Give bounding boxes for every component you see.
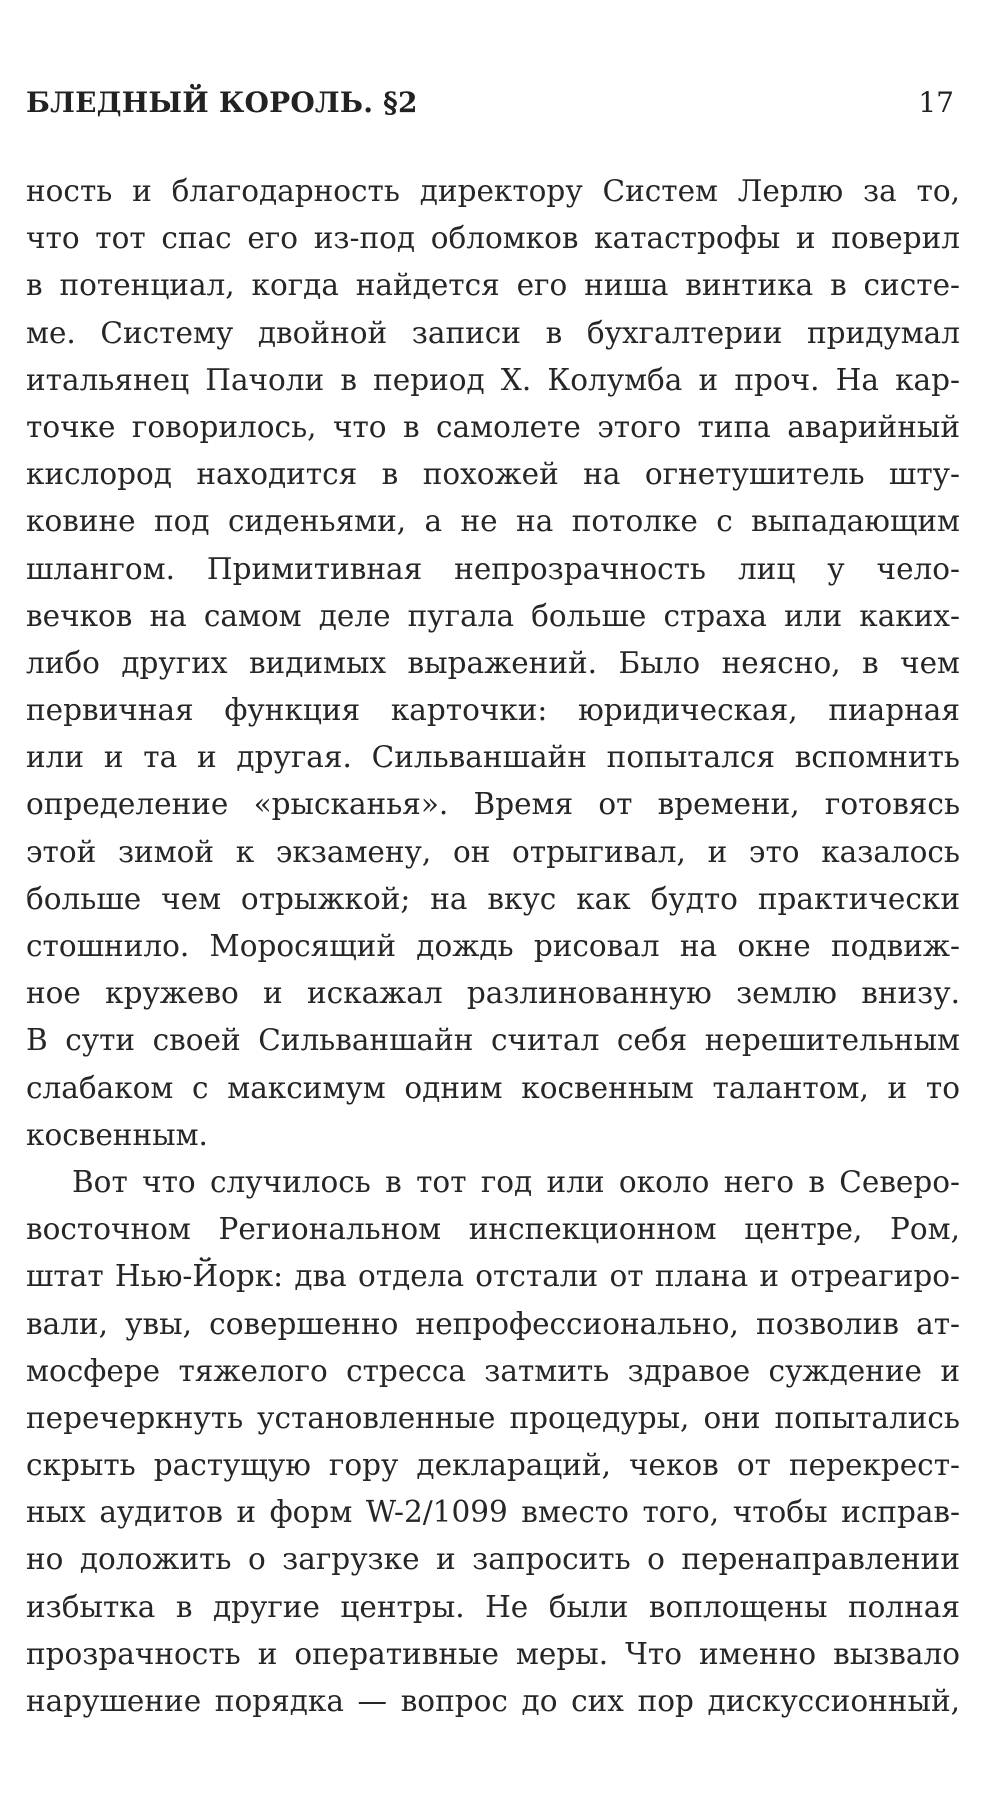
- text-line: перечеркнуть установленные процедуры, они попытались: [26, 1400, 960, 1435]
- text-line: избытка в другие центры. Не были воплощены полная: [26, 1589, 960, 1624]
- page-number: 17: [918, 86, 954, 119]
- text-line: штат Нью-Йорк: два отдела отстали от плана и отреагиро-: [26, 1259, 960, 1294]
- text-line: вечков на самом деле пугала больше страха или каких-: [26, 598, 960, 633]
- text-line: вали, увы, совершенно непрофессионально, позволив ат-: [26, 1306, 960, 1341]
- text-line: в потенциал, когда найдется его ниша винтика в систе-: [26, 268, 960, 303]
- text-line: нарушение порядка — вопрос до сих пор дискуссионный,: [26, 1684, 960, 1718]
- text-line: больше чем отрыжкой; на вкус как будто практически: [26, 881, 960, 916]
- text-line: Вот что случилось в тот год или около него в Северо-: [72, 1164, 960, 1199]
- body-text: [26, 168, 960, 1725]
- text-line: кислород находится в похожей на огнетушитель шту-: [26, 457, 960, 492]
- text-line: слабаком с максимум одним косвенным талантом, и то: [26, 1070, 960, 1105]
- text-line: итальянец Пачоли в период Х. Колумба и проч. На кар-: [26, 362, 960, 397]
- text-line: восточном Региональном инспекционном центре, Ром,: [26, 1212, 960, 1247]
- text-line: стошнило. Моросящий дождь рисовал на окне подвиж-: [26, 929, 960, 963]
- text-line: точке говорилось, что в самолете этого типа аварийный: [26, 409, 960, 444]
- text-line: этой зимой к экзамену, он отрыгивал, и это казалось: [26, 834, 960, 869]
- text-line: прозрачность и оперативные меры. Что именно вызвало: [26, 1636, 960, 1671]
- text-line: В сути своей Сильваншайн считал себя нерешительным: [26, 1023, 960, 1058]
- text-line: что тот спас его из-под обломков катастрофы и поверил: [26, 221, 960, 256]
- text-line: ме. Систему двойной записи в бухгалтерии придумал: [26, 315, 960, 350]
- text-line: определение «рысканья». Время от времени, готовясь: [26, 787, 960, 822]
- text-line: но доложить о загрузке и запросить о перенаправлении: [26, 1542, 960, 1577]
- text-line: ковине под сиденьями, а не на потолке с выпадающим: [26, 504, 960, 539]
- text-line: косвенным.: [26, 1117, 208, 1152]
- text-line: или и та и другая. Сильваншайн попытался вспомнить: [26, 740, 960, 775]
- running-title: БЛЕДНЫЙ КОРОЛЬ. §2: [26, 86, 418, 119]
- text-line: шлангом. Примитивная непрозрачность лиц у чело-: [26, 551, 960, 586]
- text-line: скрыть растущую гору деклараций, чеков от перекрест-: [26, 1448, 960, 1483]
- text-line: либо других видимых выражений. Было неясно, в чем: [26, 645, 960, 680]
- text-line: ность и благодарность директору Систем Лерлю за то,: [26, 174, 960, 208]
- text-line: мосфере тяжелого стресса затмить здравое суждение и: [26, 1353, 960, 1388]
- text-line: ных аудитов и форм W-2/1099 вместо того, чтобы исправ-: [26, 1495, 960, 1530]
- text-line: ное кружево и искажал разлинованную землю внизу.: [26, 976, 960, 1011]
- running-head: [26, 86, 960, 130]
- text-line: первичная функция карточки: юридическая, пиарная: [26, 693, 960, 728]
